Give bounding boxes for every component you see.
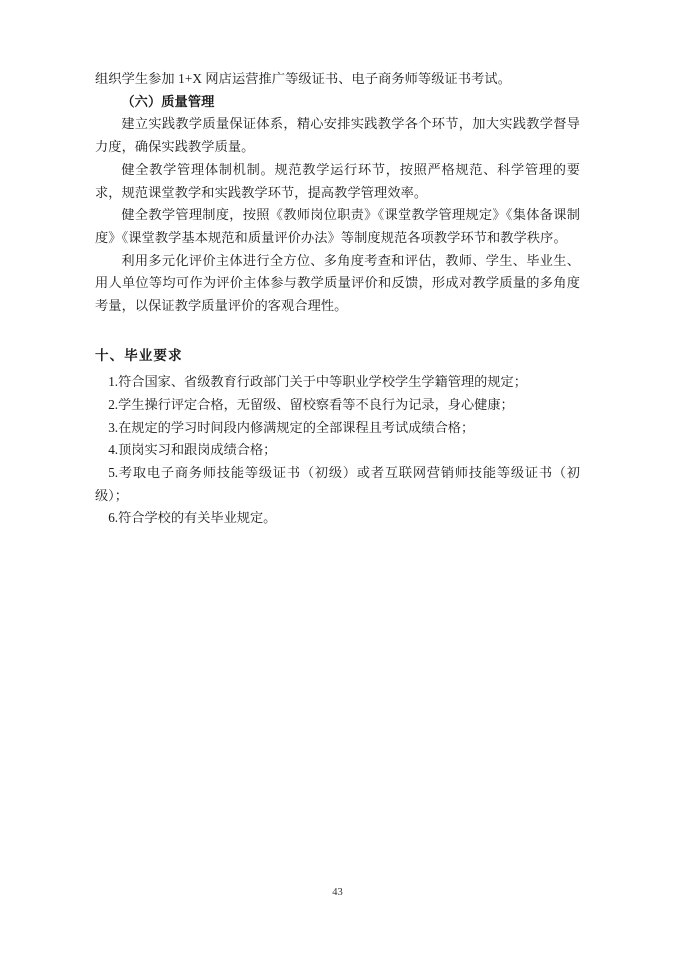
paragraph-management-mechanism: 健全教学管理体制机制。规范教学运行环节，按照严格规范、科学管理的要求，规范课堂教学和实践教学环节，提高教学管理效率。	[95, 161, 580, 200]
paragraph-management-rules: 健全教学管理制度，按照《教师岗位职责》《课堂教学管理规定》《集体备课制度》《课堂教学基本规范和质量评价办法》等制度规范各项教学环节和教学秩序。	[95, 207, 580, 245]
section-heading-graduation-requirements: 十、毕业要求	[95, 347, 183, 363]
paragraph-quality-system: 建立实践教学质量保证体系，精心安排实践教学各个环节，加大实践教学督导力度，确保实践教学质量。	[95, 116, 580, 155]
list-item: 2.学生操行评定合格，无留级、留校察看等不良行为记录，身心健康；	[108, 396, 514, 412]
page-number: 43	[332, 887, 343, 898]
list-item: 1.符合国家、省级教育行政部门关于中等职业学校学生学籍管理的规定；	[108, 374, 527, 390]
list-item: 6.符合学校的有关毕业规定。	[108, 510, 277, 526]
paragraph-evaluation: 利用多元化评价主体进行全方位、多角度考查和评估，教师、学生、毕业生、用人单位等均可作为评价主体参与教学质量评价和反馈，形成对教学质量的多角度考量，以保证教学质量评价的客观合理性。	[95, 252, 580, 314]
section-spacer	[95, 318, 580, 344]
list-item: 3.在规定的学习时间段内修满规定的全部课程且考试成绩合格；	[108, 419, 475, 435]
list-item: 4.顶岗实习和跟岗成绩合格；	[108, 442, 277, 458]
paragraph-intro: 组织学生参加 1+X 网店运营推广等级证书、电子商务师等级证书考试。	[95, 71, 511, 86]
list-item: 5.考取电子商务师技能等级证书（初级）或者互联网营销师技能等级证书（初级）；	[95, 464, 580, 503]
subsection-heading-quality-management: （六）质量管理	[121, 93, 215, 109]
page-content	[95, 68, 580, 530]
